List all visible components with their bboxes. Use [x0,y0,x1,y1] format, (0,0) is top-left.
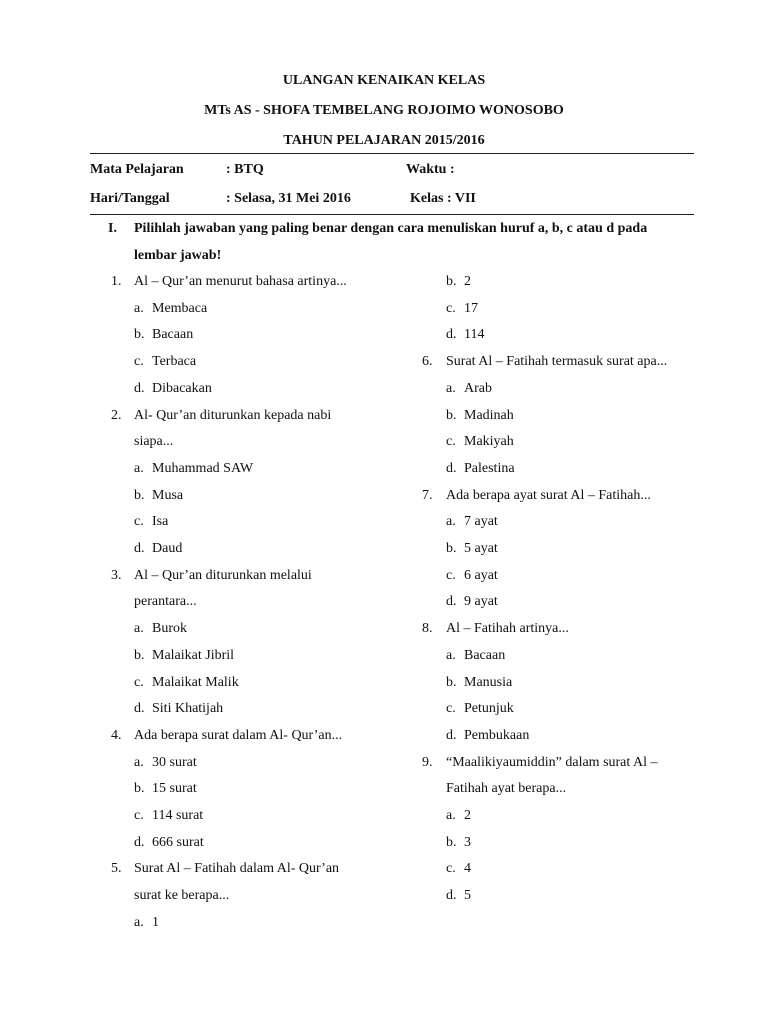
option-letter: b. [446,541,457,556]
option-text: Musa [152,487,184,503]
option-letter: c. [134,354,144,370]
answer-option [446,381,492,397]
answer-option [446,327,484,343]
answer-option [446,675,512,691]
academic-year: TAHUN PELAJARAN 2015/2016 [283,133,485,148]
option-letter: d. [446,888,457,904]
option-letter: a. [446,808,456,823]
question-text: Al- Qur’an diturunkan kepada nabi [134,407,332,423]
option-letter: b. [134,327,145,343]
school-name: MTs AS - SHOFA TEMBELANG ROJOIMO WONOSOBO [204,103,564,118]
option-text: 5 [464,888,471,904]
subject-label: Mata Pelajaran [90,162,184,177]
answer-option [446,434,514,450]
option-text: 666 surat [152,834,204,850]
option-text: 30 surat [152,754,197,770]
answer-option [134,488,183,504]
option-text: Arab [464,380,492,396]
date-value: : Selasa, 31 Mei 2016 [226,191,351,206]
answer-option [446,648,505,664]
answer-option [446,301,478,317]
question-number: 6. [422,354,433,370]
option-text: 17 [464,300,478,316]
option-text: Terbaca [152,354,197,370]
option-letter: a. [446,380,456,396]
option-letter: b. [134,647,145,663]
question-text: Surat Al – Fatihah termasuk surat apa... [446,354,668,370]
option-text: Bacaan [464,647,506,663]
answer-option [446,888,471,904]
time-label: Waktu : [406,162,455,177]
option-letter: a. [134,621,144,637]
option-letter: d. [446,327,457,343]
instruction-line-1: Pilihlah jawaban yang paling benar dengan cara menuliskan huruf a, b, c atau d pada [134,221,648,236]
option-letter: d. [446,594,457,610]
answer-option [134,915,159,931]
answer-option [134,541,182,557]
option-letter: c. [446,861,456,877]
section-number: I. [108,221,117,236]
option-text: 114 surat [152,808,204,823]
question-text: Fatihah ayat berapa... [446,781,567,797]
option-letter: d. [134,834,145,850]
question-text: siapa... [134,434,174,450]
question-number: 2. [111,407,122,423]
answer-option [446,808,471,824]
option-text: 15 surat [152,781,197,797]
option-letter: a. [134,460,144,476]
option-letter: b. [446,674,457,690]
option-text: 4 [464,861,471,877]
option-text: Pembukaan [464,727,530,743]
header-divider [90,153,694,154]
option-letter: a. [134,754,144,770]
option-text: 9 ayat [464,594,498,610]
option-text: Siti Khatijah [152,701,224,717]
option-text: 3 [464,834,471,850]
question-number: 9. [422,754,433,770]
answer-option [446,408,514,424]
option-text: 5 ayat [464,541,498,556]
option-letter: c. [134,674,144,690]
option-text: Bacaan [152,327,194,343]
answer-option [134,354,196,370]
option-letter: a. [446,647,456,663]
question-text: Surat Al – Fatihah dalam Al- Qur’an [134,861,340,877]
option-letter: c. [134,808,144,823]
option-text: 2 [464,274,471,289]
option-letter: d. [446,727,457,743]
answer-option [446,274,471,290]
option-text: 1 [152,914,159,930]
question-text: Al – Fatihah artinya... [446,621,569,637]
option-text: Makiyah [464,434,514,450]
option-letter: d. [134,380,145,396]
question-text: “Maalikiyaumiddin” dalam surat Al – [446,754,658,770]
answer-option [134,701,223,717]
option-letter: a. [446,514,456,530]
option-text: Membaca [152,300,208,316]
option-letter: b. [446,274,457,289]
option-text: Muhammad SAW [152,460,254,476]
class-label: Kelas : VII [410,191,476,206]
question-text: Ada berapa ayat surat Al – Fatihah... [446,487,651,503]
question-number: 4. [111,727,122,743]
option-text: Madinah [464,407,514,423]
option-text: Daud [152,541,183,556]
answer-option [134,675,239,691]
option-letter: b. [134,781,145,797]
option-letter: c. [446,300,456,316]
option-text: Dibacakan [152,380,212,396]
question-number: 5. [111,861,122,877]
answer-option [134,648,234,664]
answer-option [446,461,515,477]
option-text: 114 [464,327,485,343]
option-text: Petunjuk [464,701,514,717]
option-text: 7 ayat [464,514,498,530]
answer-option [134,461,253,477]
question-text: Al – Qur’an menurut bahasa artinya... [134,274,347,289]
answer-option [134,835,204,851]
answer-option [134,301,207,317]
subject-value: : BTQ [226,162,264,177]
date-label: Hari/Tanggal [90,191,170,206]
option-text: Palestina [464,460,515,476]
exam-title: ULANGAN KENAIKAN KELAS [282,73,486,88]
info-divider [90,214,694,215]
option-text: 2 [464,808,471,823]
answer-option [446,568,498,584]
option-letter: d. [134,541,145,556]
option-text: Malaikat Malik [152,674,239,690]
question-text: surat ke berapa... [134,888,230,904]
answer-option [446,728,529,744]
question-text: perantara... [134,594,197,610]
answer-option [446,514,498,530]
answer-option [134,514,168,530]
question-text: Al – Qur’an diturunkan melalui [134,567,312,583]
option-letter: c. [446,567,456,583]
option-letter: c. [134,514,144,530]
answer-option [134,755,197,771]
answer-option [134,621,187,637]
question-number: 3. [111,567,122,583]
option-text: 6 ayat [464,567,498,583]
option-text: Malaikat Jibril [152,647,235,663]
option-letter: a. [134,300,144,316]
option-text: Isa [152,514,169,530]
answer-option [134,327,193,343]
option-letter: d. [446,460,457,476]
option-letter: b. [446,834,457,850]
question-text: Ada berapa surat dalam Al- Qur’an... [134,727,343,743]
option-letter: c. [446,434,456,450]
answer-option [134,781,197,797]
question-number: 1. [111,274,122,289]
answer-option [446,594,498,610]
option-letter: b. [134,487,145,503]
option-letter: c. [446,701,456,717]
instruction-line-2: lembar jawab! [134,248,222,263]
answer-option [446,835,471,851]
answer-option [446,701,514,717]
option-letter: b. [446,407,457,423]
option-text: Burok [152,621,187,637]
answer-option [446,861,471,877]
option-letter: d. [134,701,145,717]
answer-option [134,808,203,824]
answer-option [446,541,498,557]
option-text: Manusia [464,674,513,690]
option-letter: a. [134,914,144,930]
question-number: 7. [422,487,433,503]
question-number: 8. [422,621,433,637]
answer-option [134,381,212,397]
